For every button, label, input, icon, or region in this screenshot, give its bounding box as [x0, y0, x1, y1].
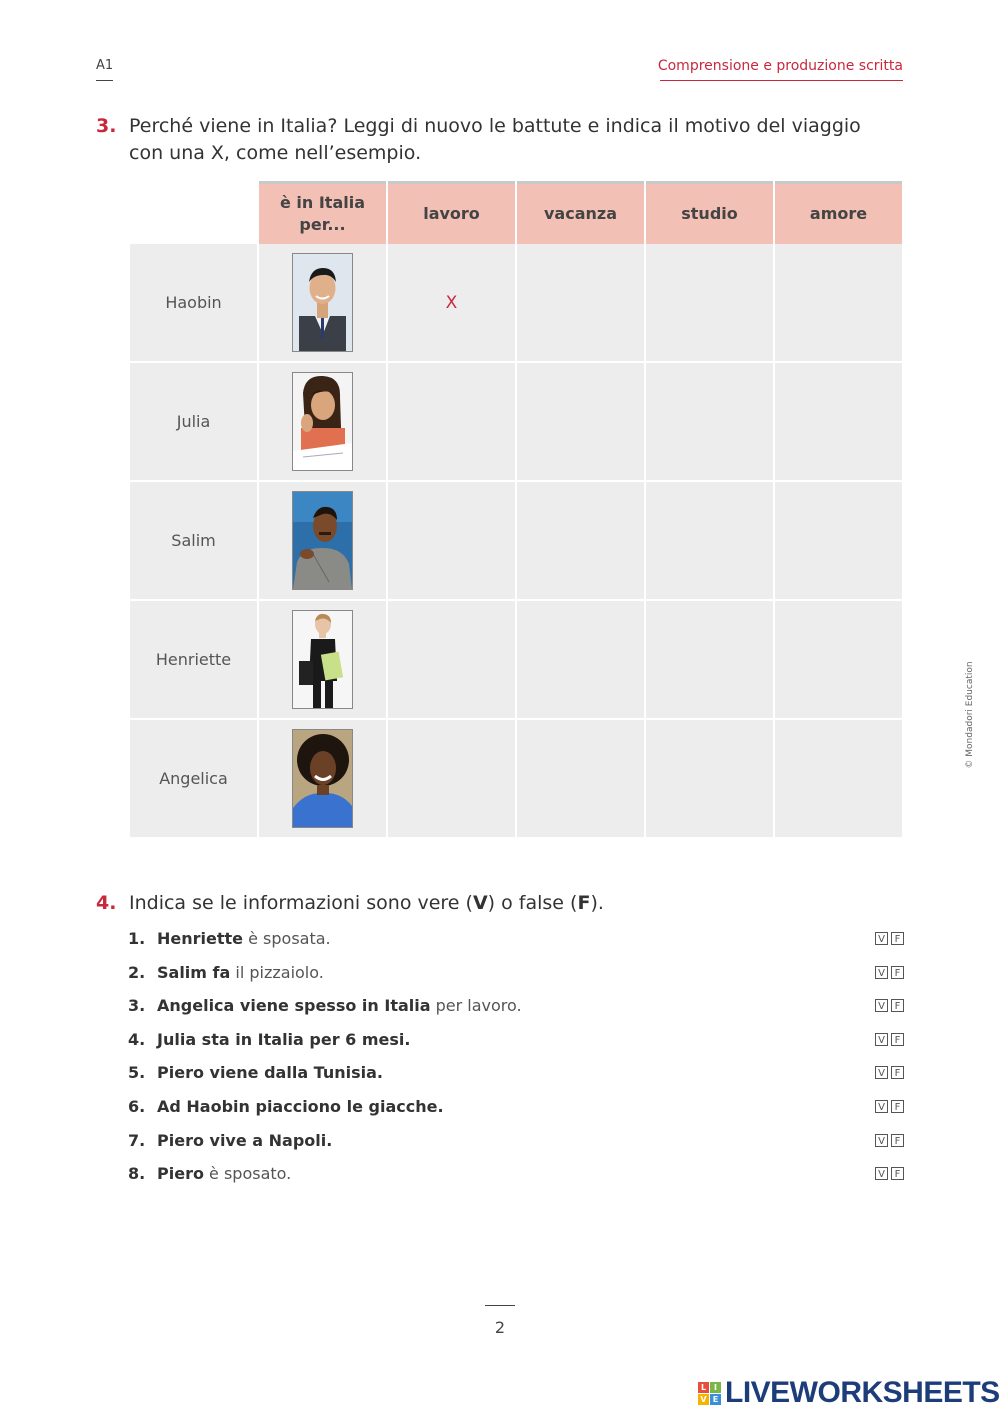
false-letter: F [577, 892, 591, 914]
instruction-line: Perché viene in Italia? Leggi di nuovo le battute e indica il motivo del viaggio [129, 115, 861, 137]
person-name: Henriette [130, 601, 257, 720]
header-section: Comprensione e produzione scritta [657, 58, 903, 74]
person-photo [259, 363, 386, 482]
true-letter: V [472, 892, 488, 914]
answer-cell-studio[interactable] [646, 720, 773, 839]
true-checkbox[interactable]: V [875, 999, 888, 1012]
false-checkbox[interactable]: F [891, 1167, 904, 1180]
true-checkbox[interactable]: V [875, 1033, 888, 1046]
list-item [128, 960, 906, 994]
item-number: 5. [128, 1063, 146, 1083]
false-checkbox[interactable]: F [891, 932, 904, 945]
person-photo [259, 244, 386, 363]
reason-table [128, 181, 904, 839]
liveworksheets-logo[interactable] [698, 1376, 1000, 1410]
item-number: 3. [128, 996, 146, 1016]
logo-icon: L I V E [698, 1382, 721, 1405]
vf-boxes [875, 966, 904, 979]
vf-boxes [875, 999, 904, 1012]
false-checkbox[interactable]: F [891, 1100, 904, 1113]
column-header: amore [775, 181, 902, 244]
true-checkbox[interactable]: V [875, 1066, 888, 1079]
answer-cell-lavoro[interactable] [388, 363, 515, 482]
answer-cell-studio[interactable] [646, 482, 773, 601]
false-checkbox[interactable]: F [891, 999, 904, 1012]
item-text: Ad Haobin piacciono le giacche. [157, 1096, 444, 1116]
answer-cell-studio[interactable] [646, 363, 773, 482]
person-photo [259, 601, 386, 720]
column-header: studio [646, 181, 773, 244]
column-header: lavoro [388, 181, 515, 244]
true-checkbox[interactable]: V [875, 1167, 888, 1180]
false-checkbox[interactable]: F [891, 1134, 904, 1147]
exercise-4-number: 4. [96, 892, 117, 914]
item-number: 2. [128, 962, 146, 982]
table-row [130, 363, 902, 482]
answer-cell-vacanza[interactable] [517, 482, 644, 601]
person-photo [259, 482, 386, 601]
list-item [128, 1128, 906, 1162]
table-row [130, 244, 902, 363]
vf-boxes [875, 1033, 904, 1046]
false-checkbox[interactable]: F [891, 966, 904, 979]
answer-cell-lavoro[interactable] [388, 482, 515, 601]
answer-cell-amore[interactable] [775, 601, 902, 720]
person-photo [259, 720, 386, 839]
item-number: 6. [128, 1096, 146, 1116]
header-level: A1 [96, 58, 114, 73]
vf-boxes [875, 932, 904, 945]
vf-boxes [875, 1167, 904, 1180]
copyright-notice: © Mondadori Education [965, 661, 975, 769]
header-section-rule [660, 80, 903, 81]
true-checkbox[interactable]: V [875, 1134, 888, 1147]
true-checkbox[interactable]: V [875, 932, 888, 945]
instruction-text: ). [590, 892, 604, 914]
item-text: Angelica viene spesso in Italia per lavoro. [157, 996, 522, 1016]
vf-boxes [875, 1100, 904, 1113]
table-row [130, 482, 902, 601]
answer-cell-vacanza[interactable] [517, 601, 644, 720]
answer-cell-vacanza[interactable] [517, 363, 644, 482]
item-text: Piero vive a Napoli. [157, 1130, 333, 1150]
item-number: 4. [128, 1029, 146, 1049]
item-number: 8. [128, 1164, 146, 1184]
answer-cell-amore[interactable] [775, 720, 902, 839]
answer-cell-studio[interactable] [646, 601, 773, 720]
list-item [128, 1161, 906, 1195]
exercise-3-instruction [129, 113, 861, 167]
person-name: Salim [130, 482, 257, 601]
false-checkbox[interactable]: F [891, 1066, 904, 1079]
answer-cell-amore[interactable] [775, 244, 902, 363]
logo-text: LIVEWORKSHEETS [725, 1376, 1000, 1409]
person-name: Julia [130, 363, 257, 482]
table-row [130, 601, 902, 720]
answer-cell-lavoro[interactable] [388, 601, 515, 720]
answer-cell-amore[interactable] [775, 363, 902, 482]
item-text: Piero viene dalla Tunisia. [157, 1063, 383, 1083]
header-level-rule [96, 80, 113, 81]
column-header: vacanza [517, 181, 644, 244]
vf-boxes [875, 1066, 904, 1079]
item-number: 1. [128, 929, 146, 948]
list-item [128, 1060, 906, 1094]
person-name: Haobin [130, 244, 257, 363]
column-header: è in Italia per... [259, 181, 386, 244]
table-row [130, 720, 902, 839]
answer-cell-lavoro[interactable] [388, 720, 515, 839]
true-checkbox[interactable]: V [875, 966, 888, 979]
list-item [128, 993, 906, 1027]
list-item [128, 1027, 906, 1061]
list-item [128, 926, 906, 960]
exercise-4-instruction [129, 890, 604, 917]
answer-cell-studio[interactable] [646, 244, 773, 363]
answer-cell-lavoro[interactable]: X [388, 244, 515, 363]
instruction-text: ) o false ( [487, 892, 578, 914]
item-number: 7. [128, 1130, 146, 1150]
true-checkbox[interactable]: V [875, 1100, 888, 1113]
answer-cell-vacanza[interactable] [517, 720, 644, 839]
vf-boxes [875, 1134, 904, 1147]
page-number-rule [485, 1305, 515, 1306]
statements-list [128, 926, 906, 1195]
table-corner [130, 181, 257, 244]
list-item [128, 1094, 906, 1128]
false-checkbox[interactable]: F [891, 1033, 904, 1046]
answer-cell-amore[interactable] [775, 482, 902, 601]
instruction-line: con una X, come nell’esempio. [129, 142, 422, 164]
item-text: Henriette è sposata. [157, 929, 331, 948]
exercise-3-number: 3. [96, 115, 117, 137]
instruction-text: Indica se le informazioni sono vere ( [129, 892, 473, 914]
item-text: Julia sta in Italia per 6 mesi. [157, 1029, 411, 1049]
person-name: Angelica [130, 720, 257, 839]
page-number: 2 [494, 1318, 506, 1337]
item-text: Salim fa il pizzaiolo. [157, 962, 324, 982]
item-text: Piero è sposato. [157, 1164, 292, 1184]
answer-cell-vacanza[interactable] [517, 244, 644, 363]
